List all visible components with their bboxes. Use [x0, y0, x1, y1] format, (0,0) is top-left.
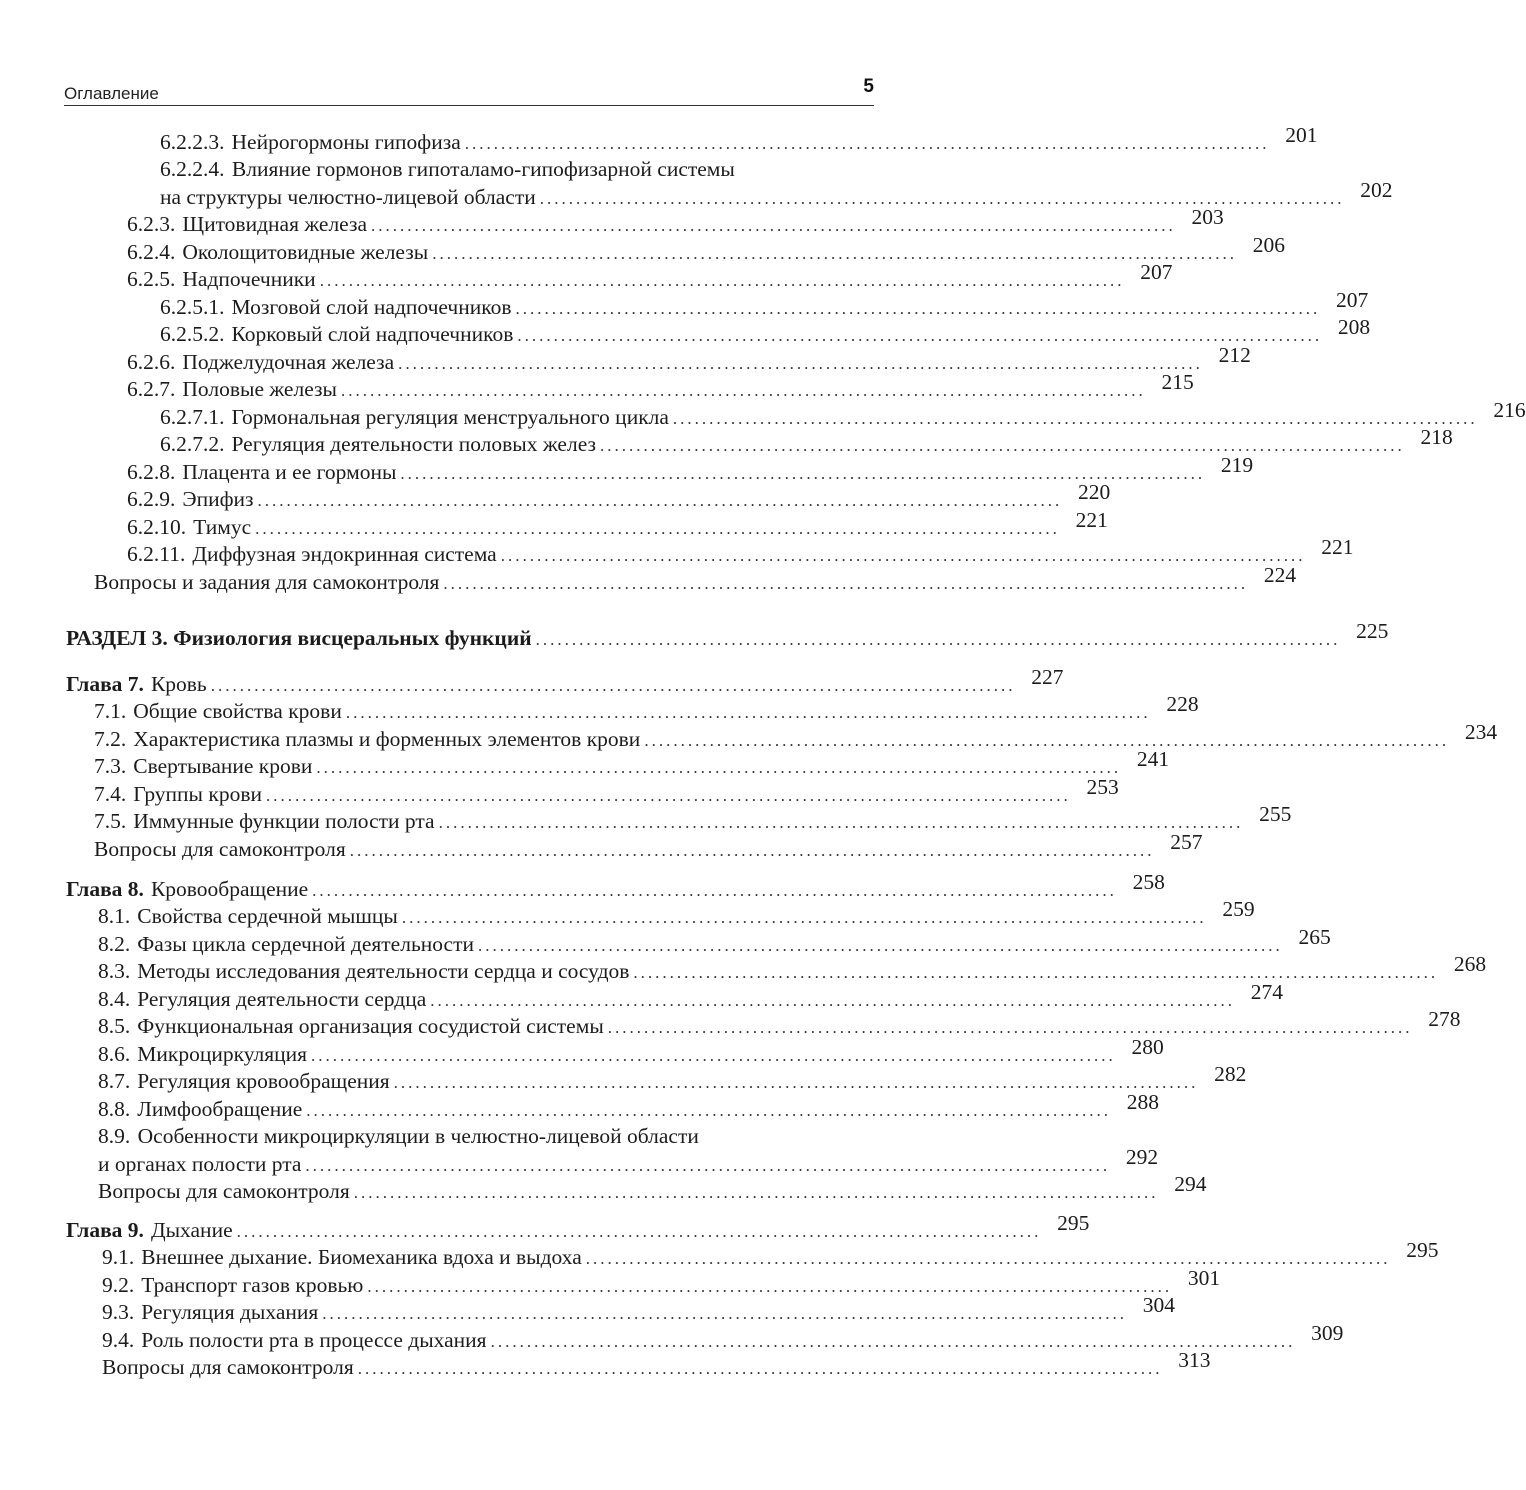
toc-entry[interactable]: [102, 1266, 1221, 1299]
toc-entry-page: 203: [1191, 205, 1224, 229]
toc-entry-page: 253: [1086, 775, 1119, 799]
toc-entry-page: 208: [1337, 315, 1371, 339]
toc-entry[interactable]: [94, 775, 1119, 808]
toc-entry[interactable]: [127, 508, 1108, 541]
leader-dots: ...............................................................................................................: [316, 758, 1122, 777]
toc-entry-number: 6.2.7.1.: [160, 405, 225, 429]
toc-entry[interactable]: [94, 720, 1498, 753]
toc-entry-title: Нейрогормоны гипофиза: [231, 130, 461, 154]
toc-entry-page: 218: [1420, 425, 1453, 449]
toc-entry-title: Половые железы: [182, 377, 337, 401]
toc-entry-page: 221: [1321, 535, 1354, 559]
toc-entry-number: 9.4.: [102, 1328, 135, 1352]
leader-dots: ...............................................................................................................: [371, 216, 1176, 235]
toc-chapter-label: Глава 8.: [66, 877, 144, 901]
toc-entry-page: 228: [1166, 692, 1199, 716]
toc-entry-number: 8.5.: [98, 1014, 131, 1038]
leader-dots: ...............................................................................................................: [210, 676, 1016, 695]
toc-entry-page: 234: [1464, 720, 1498, 744]
toc-entry-title: Свертывание крови: [133, 754, 313, 778]
toc-entry-page: 224: [1263, 563, 1297, 587]
leader-dots: ...............................................................................................................: [357, 1359, 1163, 1378]
toc-entry-title: Кровообращение: [150, 877, 309, 901]
toc-entry-page: 309: [1311, 1321, 1344, 1345]
toc-entry-title: Дыхание: [150, 1218, 233, 1242]
toc-entry[interactable]: [160, 315, 1371, 348]
toc-entry-page: 304: [1142, 1293, 1176, 1317]
toc-entry-title: Свойства сердечной мышцы: [137, 904, 398, 928]
toc-entry-title: Кровь: [150, 672, 207, 696]
toc-chapter-label: Глава 9.: [66, 1218, 144, 1242]
toc-entry-page: 274: [1250, 980, 1283, 1004]
leader-dots: ...............................................................................................................: [490, 1332, 1296, 1351]
toc-entry[interactable]: [127, 343, 1251, 376]
toc-entry-number: 6.2.5.2.: [160, 322, 225, 346]
toc-entry-number: 8.4.: [98, 987, 131, 1011]
toc-entry-page: 265: [1298, 925, 1331, 949]
toc-entry[interactable]: [98, 1172, 1207, 1205]
toc-chapter-label: Глава 7.: [66, 672, 144, 696]
leader-dots: ...............................................................................................................: [236, 1222, 1042, 1241]
leader-dots: ...............................................................................................................: [345, 703, 1151, 722]
toc-entry-number: 6.2.3.: [127, 212, 176, 236]
toc-entry-title: Методы исследования деятельности сердца и сосудов: [137, 959, 630, 983]
toc-entry[interactable]: [127, 205, 1224, 238]
leader-dots: ...............................................................................................................: [367, 1277, 1173, 1296]
toc-entry-number: 6.2.4.: [127, 240, 176, 264]
leader-dots: ...............................................................................................................: [398, 354, 1203, 373]
toc-entry-page: 294: [1174, 1172, 1207, 1196]
toc-entry-title: Мозговой слой надпочечников: [231, 295, 512, 319]
toc-entry[interactable]: [160, 123, 1318, 156]
toc-entry-number: 6.2.5.: [127, 267, 176, 291]
toc-entry-page: 301: [1187, 1266, 1221, 1290]
toc-entry-title: Фазы цикла сердечной деятельности: [137, 932, 474, 956]
toc-entry[interactable]: [98, 1145, 1159, 1178]
toc-entry-page: 219: [1220, 453, 1254, 477]
toc-entry[interactable]: [98, 925, 1331, 958]
toc-entry[interactable]: [102, 1321, 1344, 1354]
toc-entry-title: Влияние гормонов гипоталамо-гипофизарной системы: [231, 157, 735, 181]
toc-entry[interactable]: [98, 897, 1255, 930]
leader-dots: ...............................................................................................................: [644, 731, 1450, 750]
leader-dots: ...............................................................................................................: [322, 1304, 1128, 1323]
toc-entry[interactable]: [127, 453, 1254, 486]
leader-dots: ...............................................................................................................: [438, 813, 1244, 832]
leader-dots: ...............................................................................................................: [500, 546, 1306, 565]
toc-chapter-entry[interactable]: [66, 665, 1064, 698]
toc-entry[interactable]: [160, 425, 1453, 458]
toc-entry-first-line[interactable]: [160, 155, 735, 183]
leader-dots: ...............................................................................................................: [464, 134, 1270, 153]
toc-entry[interactable]: [127, 233, 1285, 266]
leader-dots: ...............................................................................................................: [393, 1073, 1199, 1092]
toc-entry-title: Эпифиз: [182, 487, 254, 511]
toc-entry-continuation: на структуры челюстно-лицевой области: [160, 185, 536, 209]
toc-entry-number: 7.5.: [94, 809, 127, 833]
toc-entry[interactable]: [127, 535, 1354, 568]
toc-entry-number: 7.3.: [94, 754, 127, 778]
leader-dots: ...............................................................................................................: [255, 519, 1060, 538]
toc-entry-title: Лимфообращение: [137, 1097, 303, 1121]
toc-entry[interactable]: [94, 830, 1203, 863]
leader-dots: ...............................................................................................................: [305, 1156, 1111, 1175]
toc-entry[interactable]: [102, 1348, 1211, 1381]
toc-entry-number: 6.2.10.: [127, 515, 187, 539]
toc-entry[interactable]: [127, 480, 1111, 513]
toc-entry-title: Функциональная организация сосудистой системы: [137, 1014, 604, 1038]
toc-entry-number: 9.3.: [102, 1300, 135, 1324]
toc-entry-page: 221: [1075, 508, 1108, 532]
toc-entry-number: 8.3.: [98, 959, 131, 983]
toc-entry-title: Группы крови: [133, 782, 262, 806]
leader-dots: ...............................................................................................................: [633, 963, 1439, 982]
toc-entry-continuation: и органах полости рта: [98, 1152, 302, 1176]
toc-entry[interactable]: [102, 1293, 1176, 1326]
toc-entry-title: Щитовидная железа: [182, 212, 368, 236]
toc-entry-title: Вопросы для самоконтроля: [98, 1179, 350, 1203]
toc-entry-page: 220: [1078, 480, 1111, 504]
toc-entry[interactable]: [98, 1007, 1461, 1040]
toc-entry-page: 295: [1057, 1211, 1090, 1235]
toc-entry-page: 278: [1428, 1007, 1461, 1031]
toc-entry[interactable]: [102, 1238, 1439, 1271]
leader-dots: ...............................................................................................................: [311, 1046, 1116, 1065]
leader-dots: ...............................................................................................................: [257, 491, 1063, 510]
toc-entry-page: 227: [1031, 665, 1064, 689]
toc-entry-page: 268: [1453, 952, 1487, 976]
toc-entry-title: Характеристика плазмы и форменных элементов крови: [133, 727, 641, 751]
toc-entry-number: 8.2.: [98, 932, 131, 956]
leader-dots: ...............................................................................................................: [265, 786, 1071, 805]
toc-entry[interactable]: [94, 802, 1292, 835]
toc-entry-title: Общие свойства крови: [133, 699, 342, 723]
toc-entry-number: 6.2.6.: [127, 350, 176, 374]
leader-dots: ...............................................................................................................: [349, 841, 1155, 860]
toc-entry-first-line[interactable]: [98, 1122, 699, 1150]
toc-entry[interactable]: [98, 1062, 1247, 1095]
toc-entry-page: 295: [1406, 1238, 1439, 1262]
toc-entry-page: 225: [1356, 619, 1389, 643]
toc-entry-page: 288: [1126, 1090, 1160, 1114]
leader-dots: ...............................................................................................................: [600, 436, 1405, 455]
toc-entry[interactable]: [127, 260, 1173, 293]
toc-entry-page: 280: [1131, 1035, 1164, 1059]
toc-entry[interactable]: [127, 370, 1194, 403]
toc-entry-number: 6.2.11.: [127, 542, 186, 566]
toc-entry-number: 8.6.: [98, 1042, 131, 1066]
leader-dots: ...............................................................................................................: [607, 1018, 1413, 1037]
toc-entry-title: Околощитовидные железы: [182, 240, 429, 264]
toc-entry-number: 6.2.8.: [127, 460, 176, 484]
leader-dots: ...............................................................................................................: [353, 1183, 1159, 1202]
toc-entry-number: 6.2.2.4.: [160, 157, 225, 181]
toc-entry-title: Микроциркуляция: [137, 1042, 308, 1066]
toc-entry-page: 202: [1360, 178, 1393, 202]
toc-entry-number: 8.7.: [98, 1069, 131, 1093]
leader-dots: ...............................................................................................................: [306, 1101, 1112, 1120]
toc-entry[interactable]: [160, 288, 1369, 321]
leader-dots: ...............................................................................................................: [672, 409, 1478, 428]
leader-dots: ...............................................................................................................: [319, 271, 1125, 290]
toc-entry-page: 255: [1259, 802, 1292, 826]
toc-entry[interactable]: [98, 980, 1283, 1013]
toc-entry-number: 9.2.: [102, 1273, 135, 1297]
toc-entry-page: 292: [1125, 1145, 1159, 1169]
toc-entry-number: 9.1.: [102, 1245, 135, 1269]
toc-chapter-entry[interactable]: [66, 1211, 1090, 1244]
toc-entry-number: 6.2.5.1.: [160, 295, 225, 319]
leader-dots: ...............................................................................................................: [430, 991, 1235, 1010]
toc-entry[interactable]: [98, 952, 1487, 985]
toc-entry-title: Вопросы и задания для самоконтроля: [94, 570, 440, 594]
toc-entry[interactable]: [98, 1090, 1160, 1123]
leader-dots: ...............................................................................................................: [340, 381, 1146, 400]
toc-entry-title: Тимус: [193, 515, 252, 539]
leader-dots: ...............................................................................................................: [312, 881, 1117, 900]
toc-chapter-entry[interactable]: [66, 870, 1165, 903]
leader-dots: ...............................................................................................................: [585, 1249, 1391, 1268]
toc-entry-number: 6.2.7.2.: [160, 432, 225, 456]
toc-entry-page: 241: [1136, 747, 1170, 771]
toc-entry-number: 6.2.7.: [127, 377, 176, 401]
toc-entry-number: 8.9.: [98, 1124, 131, 1148]
leader-dots: ...............................................................................................................: [539, 189, 1345, 208]
toc-entry-title: Иммунные функции полости рта: [133, 809, 435, 833]
toc-entry-page: 212: [1218, 343, 1251, 367]
toc-entry-page: 282: [1214, 1062, 1247, 1086]
toc-entry-page: 313: [1178, 1348, 1211, 1372]
toc-entry-title: Внешнее дыхание. Биомеханика вдоха и выдоха: [141, 1245, 582, 1269]
toc-entry-title: Надпочечники: [182, 267, 316, 291]
toc-entry-title: Вопросы для самоконтроля: [94, 837, 346, 861]
toc-entry-page: 216: [1493, 398, 1526, 422]
toc-entry-title: Регуляция дыхания: [141, 1300, 319, 1324]
toc-entry-number: 7.1.: [94, 699, 127, 723]
toc-entry-page: 215: [1161, 370, 1194, 394]
toc-entry[interactable]: [160, 178, 1393, 211]
toc-entry-number: 7.2.: [94, 727, 127, 751]
toc-entry[interactable]: [94, 563, 1297, 596]
toc-entry-number: 8.1.: [98, 904, 131, 928]
toc-entry[interactable]: [98, 1035, 1164, 1068]
toc-entry-page: 206: [1252, 233, 1285, 257]
toc-entry-page: 258: [1132, 870, 1165, 894]
toc-entry-title: Поджелудочная железа: [182, 350, 395, 374]
toc-entry-page: 207: [1335, 288, 1369, 312]
leader-dots: ...............................................................................................................: [478, 936, 1283, 955]
leader-dots: ...............................................................................................................: [401, 908, 1207, 927]
toc-entry-title: Регуляция деятельности половых желез: [231, 432, 597, 456]
header-page-number: 5: [863, 76, 874, 97]
toc-entry-page: 207: [1140, 260, 1173, 284]
toc-entry-title: Транспорт газов кровью: [141, 1273, 364, 1297]
toc-entry-page: 259: [1222, 897, 1255, 921]
toc-entry-number: 7.4.: [94, 782, 127, 806]
leader-dots: ...............................................................................................................: [443, 574, 1249, 593]
leader-dots: ...............................................................................................................: [432, 244, 1237, 263]
toc-entry-title: Регуляция кровообращения: [137, 1069, 390, 1093]
leader-dots: ...............................................................................................................: [400, 464, 1206, 483]
toc-entry-title: Диффузная эндокринная система: [192, 542, 497, 566]
toc-entry-number: 6.2.2.3.: [160, 130, 225, 154]
toc-entry-page: 201: [1285, 123, 1318, 147]
toc-entry-number: 8.8.: [98, 1097, 131, 1121]
toc-section-entry[interactable]: [66, 619, 1389, 652]
toc-entry-title: Вопросы для самоконтроля: [102, 1355, 354, 1379]
toc-entry[interactable]: [94, 747, 1170, 780]
toc-entry-page: 257: [1170, 830, 1203, 854]
toc-entry-number: 6.2.9.: [127, 487, 176, 511]
toc-entry-title: Плацента и ее гормоны: [182, 460, 397, 484]
leader-dots: ...............................................................................................................: [535, 630, 1341, 649]
toc-entry-title: Корковый слой надпочечников: [231, 322, 514, 346]
toc-entry[interactable]: [94, 692, 1199, 725]
leader-dots: ...............................................................................................................: [517, 326, 1323, 345]
toc-entry-title: Особенности микроциркуляции в челюстно-лицевой области: [137, 1124, 699, 1148]
leader-dots: ...............................................................................................................: [515, 299, 1321, 318]
header-title: Оглавление: [64, 84, 159, 103]
toc-section-title: РАЗДЕЛ 3. Физиология висцеральных функций: [66, 626, 532, 650]
toc-entry-title: Гормональная регуляция менструального цикла: [231, 405, 669, 429]
toc-entry-title: Роль полости рта в процессе дыхания: [141, 1328, 487, 1352]
toc-entry-title: Регуляция деятельности сердца: [137, 987, 427, 1011]
toc-entry[interactable]: [160, 398, 1526, 431]
